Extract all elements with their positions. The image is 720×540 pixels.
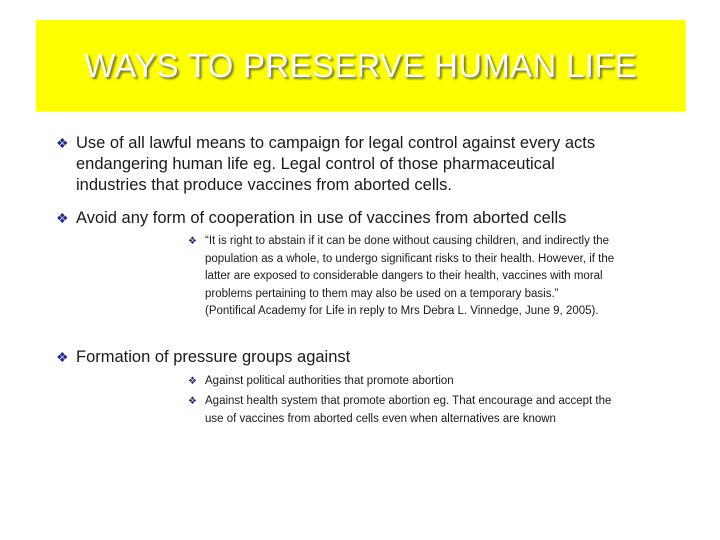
slide-title: WAYS TO PRESERVE HUMAN LIFE — [84, 46, 637, 84]
diamond-bullet-icon: ❖ — [188, 396, 197, 407]
sub-bullet-health-system — [188, 393, 688, 428]
diamond-bullet-icon: ❖ — [188, 236, 197, 247]
bullet-text: Use of all lawful means to campaign for legal control against every acts endangering human life eg. Legal control of those pharmaceutical industries that produce vaccines from aborted cells. — [76, 134, 596, 194]
sub-bullet-political — [188, 373, 688, 391]
diamond-bullet-icon: ❖ — [56, 349, 69, 365]
bullet-point-3 — [56, 347, 696, 368]
diamond-bullet-icon: ❖ — [56, 210, 69, 226]
sub-bullet-text: Against health system that promote abortion eg. That encourage and accept the use of vaccines from aborted cells even when alternatives are known — [205, 395, 612, 425]
bullet-text: Avoid any form of cooperation in use of vaccines from aborted cells — [76, 209, 567, 227]
quote-text: “It is right to abstain if it can be done without causing children, and indirectly the population as a whole, to undergo significant risks to their health. However, if the latter are exposed to considerable dangers to their health, vaccines with moral problems pertaining to them may also be used on a temporary basis.” (Pontifical Academy for Life in reply to Mrs Debra L. Vinnedge, June 9, 2005). — [205, 235, 615, 317]
sub-bullet-quote — [188, 233, 688, 321]
diamond-bullet-icon: ❖ — [56, 135, 69, 151]
bullet-text: Formation of pressure groups against — [76, 348, 351, 366]
sub-bullet-text: Against political authorities that promote abortion — [205, 375, 454, 387]
bullet-point-1 — [56, 133, 696, 196]
bullet-point-2 — [56, 208, 696, 229]
diamond-bullet-icon: ❖ — [188, 376, 197, 387]
title-banner — [36, 20, 685, 111]
